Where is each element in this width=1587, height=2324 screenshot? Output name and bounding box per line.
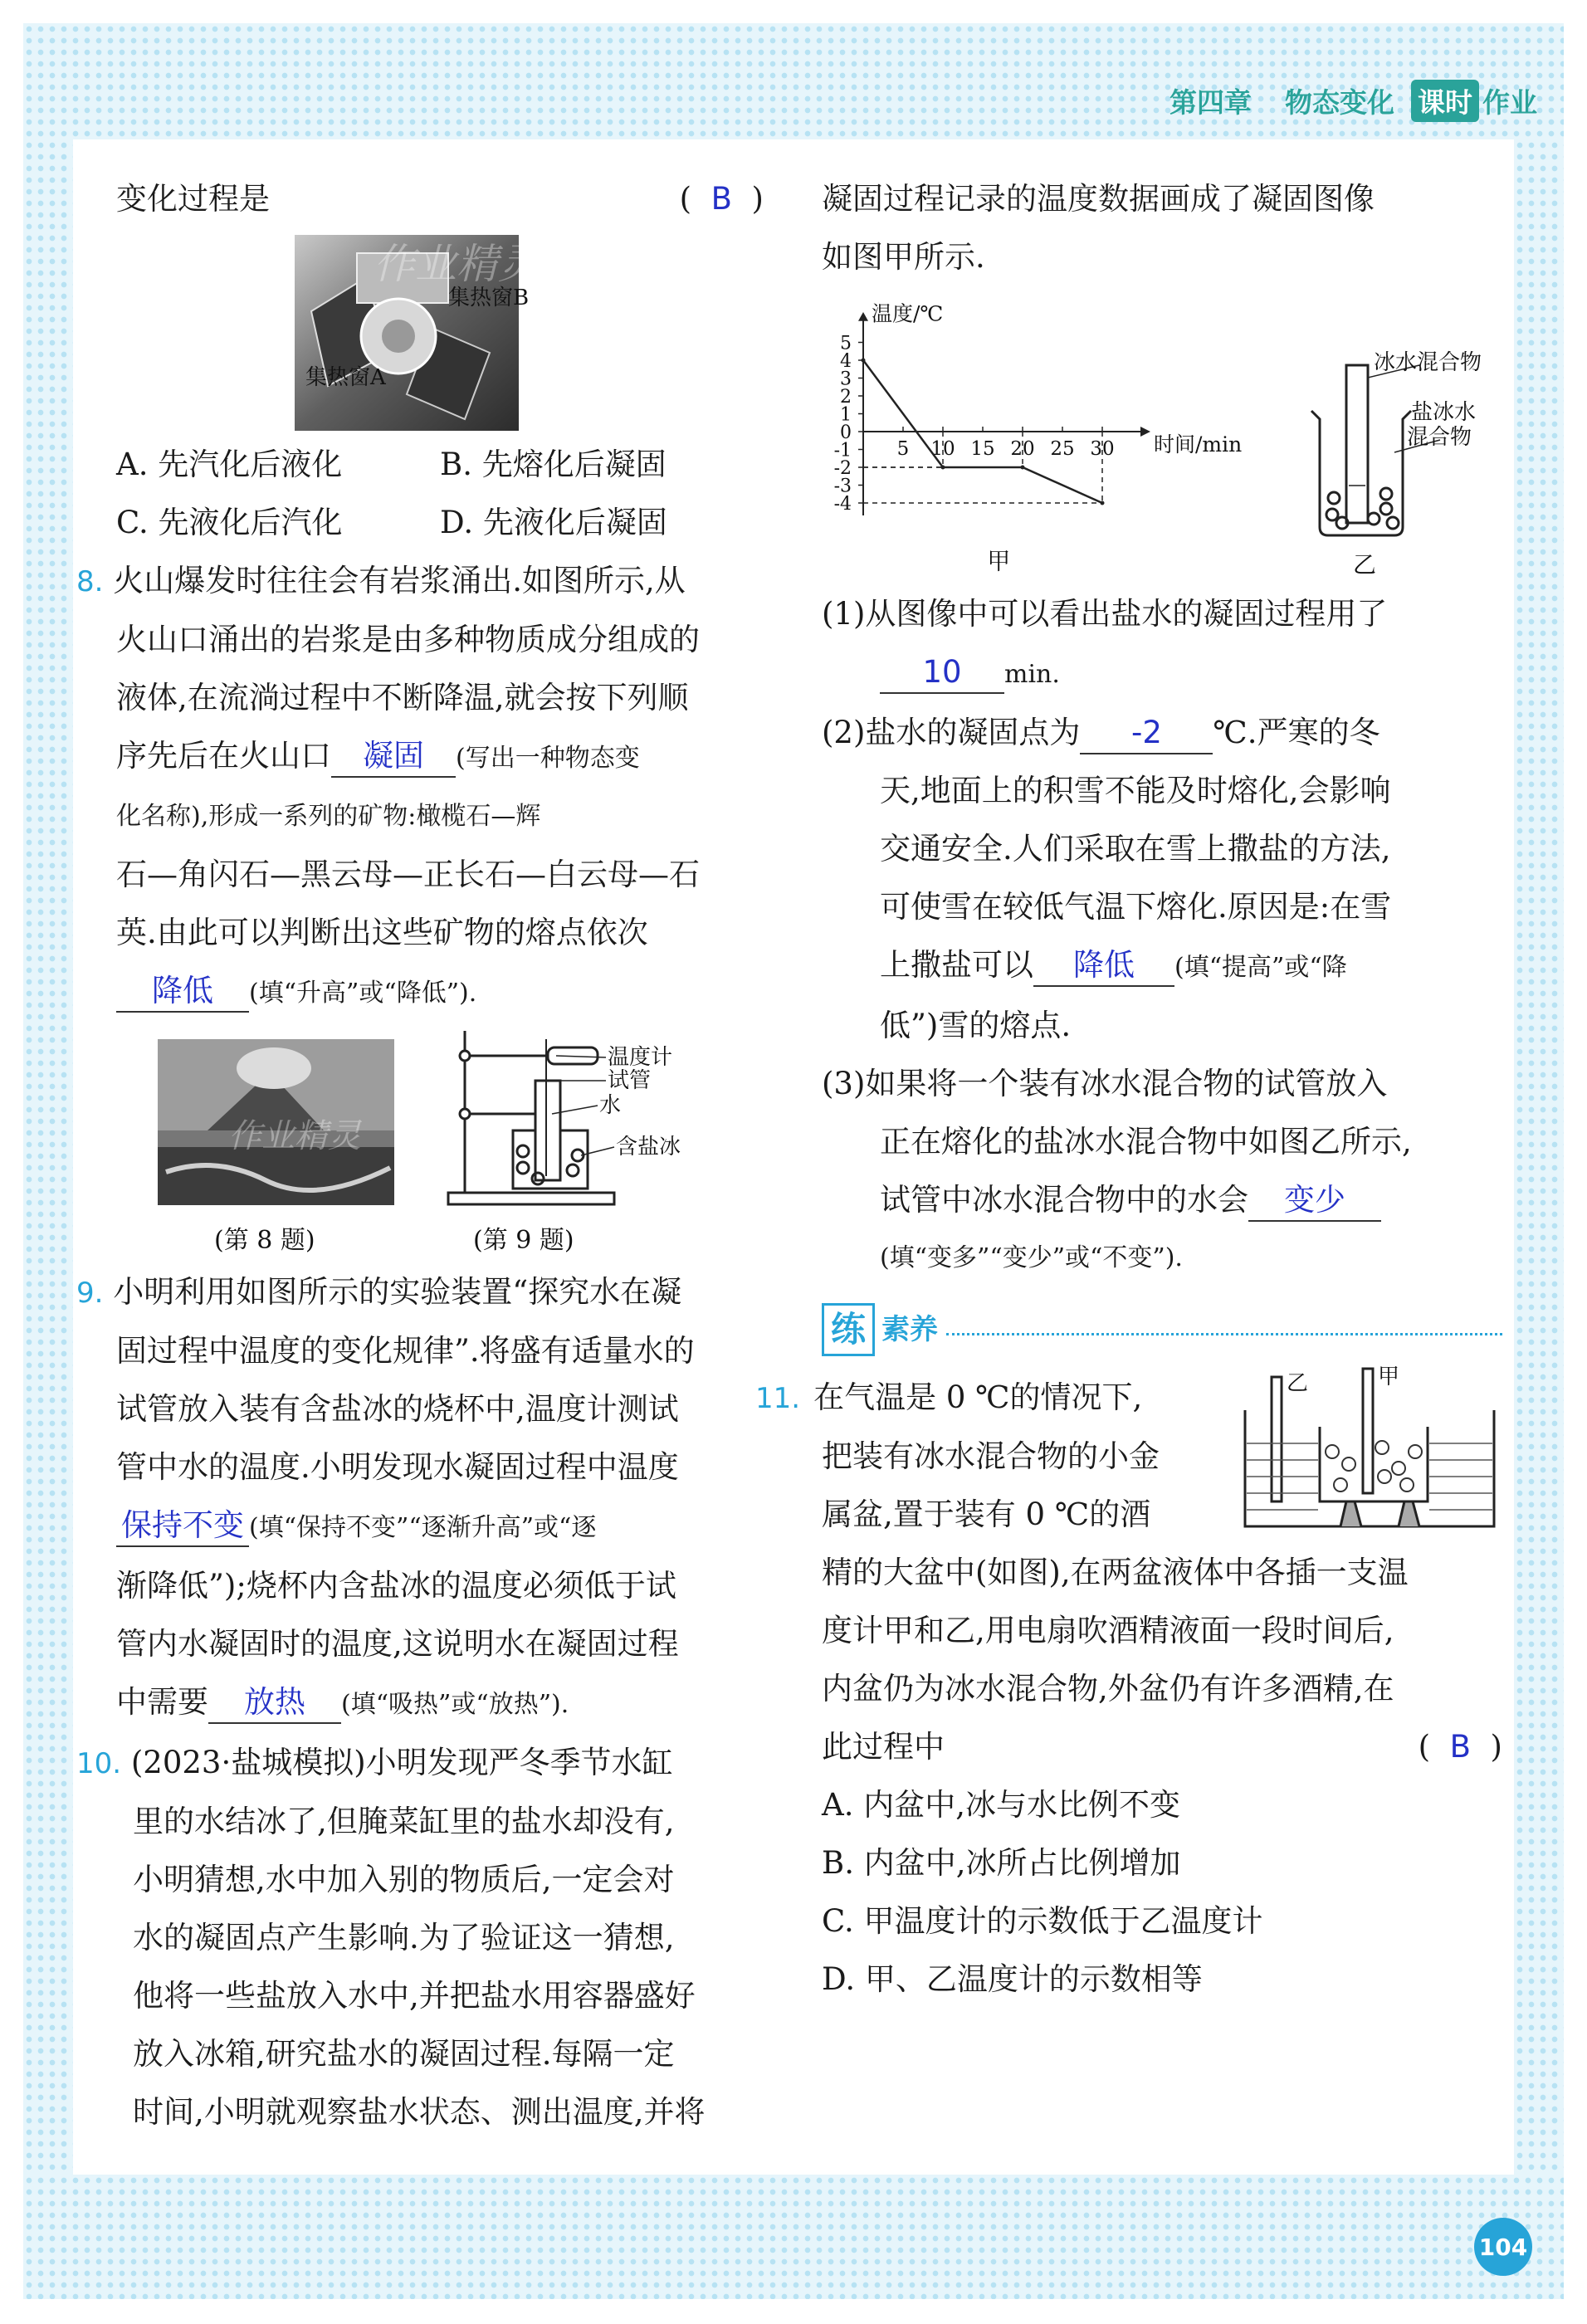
x-tick-label: 30 (1090, 438, 1115, 460)
q11-basin-figure (1237, 1360, 1502, 1551)
q10-right-line-2: 如图甲所示. (822, 239, 985, 275)
y-tick-label: 2 (840, 387, 852, 408)
y-tick-label: 5 (840, 333, 852, 354)
q7-options-row-2 (116, 494, 764, 552)
q10-sub3-blank (1248, 1182, 1381, 1222)
q9-line-8 (116, 1673, 764, 1734)
q8-line-3: 液体,在流淌过程中不断降温,就会按下列顺 (116, 680, 689, 715)
q10-sub3-line-3 (822, 1171, 1502, 1229)
q10-figures (822, 286, 1502, 585)
q7-answer-paren: ( B ) (679, 181, 764, 217)
q10-line-4: 水的凝固点产生影响.为了验证这一猜想, (133, 1920, 675, 1955)
q8-number: 8. (76, 565, 104, 598)
topic-label: 物态变化 (1285, 85, 1394, 119)
q10-sub2-text-5a: 上撒盐可以 (880, 947, 1033, 983)
q11-answer-paren: ( B ) (1418, 1729, 1502, 1765)
fig-8-9-svg (116, 1023, 764, 1263)
q10-right-line-1: 凝固过程记录的温度数据画成了凝固图像 (822, 181, 1375, 217)
beaker-figure (1311, 365, 1411, 535)
y-axis-arrow (858, 312, 868, 321)
caption-q9: (第 9 题) (473, 1226, 574, 1255)
q10-sub2-line-3: 交通安全.人们采取在雪上撒盐的方法, (880, 831, 1391, 867)
q9-line-5 (116, 1496, 764, 1557)
q10-sub3-answer: 变少 (1284, 1182, 1345, 1218)
q11-label-jia: 甲 (1378, 1365, 1400, 1389)
left-column (76, 170, 764, 2141)
label-water: 水 (599, 1093, 622, 1118)
q9-text-5b: (填“保持不变”“逐渐升高”或“逐 (249, 1513, 597, 1542)
q7-option-d: D. 先液化后凝固 (440, 505, 667, 540)
window-b-label: 集热窗B (448, 286, 530, 310)
q11-option-d: D. 甲、乙温度计的示数相等 (822, 1961, 1203, 1997)
cooling-curve-chart (822, 286, 1502, 585)
q10-text-1: (2023·盐城模拟)小明发现严冬季节水缸 (130, 1745, 673, 1780)
q10-line-2: 里的水结冰了,但腌菜缸里的盐水却没有, (133, 1804, 675, 1839)
q8-text-1: 火山爆发时往往会有岩浆涌出.如图所示,从 (113, 563, 686, 598)
footer-dot-band (23, 2175, 1564, 2299)
q11-option-a: A. 内盆中,冰与水比例不变 (822, 1787, 1181, 1823)
y-tick-label: -1 (833, 440, 852, 461)
q10-sub3-line-2: 正在熔化的盐冰水混合物中如图乙所示, (880, 1124, 1412, 1160)
q9-line-4: 管中水的温度.小明发现水凝固过程中温度 (116, 1449, 679, 1485)
q7-options-row-1 (116, 436, 764, 494)
q10-line-6: 放入冰箱,研究盐水的凝固过程.每隔一定 (133, 2036, 675, 2072)
x-axis-arrow (1140, 427, 1150, 437)
q7-option-a: A. 先汽化后液化 (116, 447, 343, 482)
q10-line-1 (76, 1734, 764, 1793)
q10-sub2-line-6: 低”)雪的熔点. (880, 1008, 1072, 1043)
q8-text-4b: (写出一种物态变 (456, 744, 640, 773)
label-salt-ice-water-1: 盐冰水 (1411, 400, 1477, 425)
y-tick-label: 0 (840, 422, 852, 443)
chapter-header (1169, 80, 1537, 121)
q10-sub1-unit: min. (1004, 660, 1060, 689)
q10-sub2-text-b: ℃.严寒的冬 (1213, 715, 1380, 750)
x-tick-label: 15 (970, 438, 995, 460)
q11-line-3: 属盆,置于装有 0 ℃的酒 (822, 1496, 1151, 1532)
y-tick-label: -2 (833, 458, 852, 479)
q8-blank-1 (331, 738, 456, 778)
label-salt-ice-water-2: 混合物 (1407, 425, 1472, 450)
q8-line-7: 英.由此可以判断出这些矿物的熔点依次 (116, 915, 648, 950)
section-header-suyang (822, 1301, 1502, 1359)
q9-line-7: 管内水凝固时的温度,这说明水在凝固过程 (116, 1626, 679, 1662)
series-point (862, 359, 866, 363)
y-tick-label: 3 (840, 369, 852, 390)
section-dotted-arrow (946, 1333, 1502, 1335)
y-tick-label: 4 (840, 351, 852, 372)
q10-sub3-line-1: (3)如果将一个装有冰水混合物的试管放入 (822, 1066, 1388, 1101)
q10-sub2-line-2: 天,地面上的积雪不能及时熔化,会影响 (880, 773, 1391, 808)
x-tick-label: 5 (896, 438, 910, 460)
left-dot-band (23, 139, 73, 2181)
q8-answer-1: 凝固 (363, 738, 424, 774)
q7-option-c: C. 先液化后汽化 (116, 505, 343, 540)
section-title: 素养 (881, 1313, 938, 1346)
q9-blank-1 (116, 1507, 249, 1547)
section-tag-box: 练 (822, 1303, 875, 1356)
q10-sub1-blank (880, 654, 1004, 694)
q10-sub1-answer: 10 (922, 654, 962, 690)
window-a-label: 集热窗A (305, 365, 386, 390)
q10-sub2-line-1 (822, 704, 1502, 762)
q10-sub1-line-2 (822, 643, 1502, 704)
q11-block (755, 1365, 1502, 2009)
q7-figure (116, 228, 764, 436)
label-ice-water-mixture: 冰水混合物 (1374, 350, 1482, 375)
fig-8-9 (116, 1023, 764, 1263)
q8-line-6: 石—角闪石—黑云母—正长石—白云母—石 (116, 857, 700, 892)
chapter-label: 第四章 (1169, 85, 1252, 119)
q10-sub1-line-1: (1)从图像中可以看出盐水的凝固过程用了 (822, 596, 1388, 632)
q11-label-yi: 乙 (1287, 1371, 1309, 1396)
page-number-badge: 104 (1474, 2218, 1532, 2276)
q11-number: 11. (755, 1382, 801, 1415)
q8-line-5: 化名称),形成一系列的矿物:橄榄石—辉 (116, 802, 541, 831)
q10-sub2-line-4: 可使雪在较低气温下熔化.原因是:在雪 (880, 889, 1392, 925)
label-thermometer: 温度计 (608, 1045, 673, 1070)
right-column (755, 170, 1502, 2009)
q10-number: 10. (76, 1747, 122, 1780)
y-tick-label: -4 (833, 494, 852, 515)
q8-answer-2: 降低 (152, 973, 213, 1008)
q9-answer-1: 保持不变 (121, 1507, 244, 1543)
y-tick-label: 1 (840, 404, 852, 426)
q8-line-8 (116, 962, 764, 1023)
q10-sub2-answer-2: 降低 (1073, 947, 1135, 983)
label-salt-ice: 含盐冰 (616, 1135, 681, 1160)
right-dot-band (1514, 139, 1564, 2181)
q11-line-4: 精的大盆中(如图),在两盆液体中各插一支温 (822, 1555, 1409, 1590)
q10-sub2-text-5b: (填“提高”或“降 (1174, 953, 1347, 982)
q9-text-8a: 中需要 (116, 1684, 208, 1720)
q11-line-2: 把装有冰水混合物的小金 (822, 1438, 1160, 1474)
q10-sub2-blank-2 (1033, 947, 1174, 987)
q8-line-4 (116, 727, 764, 788)
q10-sub3-text-3a: 试管中冰水混合物中的水会 (880, 1182, 1248, 1218)
q8-text-4a: 序先后在火山口 (116, 738, 331, 774)
x-tick-label: 25 (1050, 438, 1075, 460)
q10-sub2-line-5 (822, 936, 1502, 997)
x-axis-label: 时间/min (1154, 432, 1243, 456)
q10-line-5: 他将一些盐放入水中,并把盐水用容器盛好 (133, 1978, 696, 2014)
q11-text-7: 此过程中 (822, 1729, 945, 1765)
q9-line-2: 固过程中温度的变化规律”.将盛有适量水的 (116, 1333, 695, 1369)
q11-option-c: C. 甲温度计的示数低于乙温度计 (822, 1903, 1263, 1939)
q9-answer-2: 放热 (244, 1684, 305, 1720)
q9-blank-2 (208, 1684, 341, 1724)
q10-sub3-line-4: (填“变多”“变少”或“不变”). (880, 1243, 1183, 1272)
q10-line-7: 时间,小明就观察盐水状态、测出温度,并将 (133, 2094, 706, 2130)
q9-text-1: 小明利用如图所示的实验装置“探究水在凝 (113, 1274, 682, 1310)
caption-yi: 乙 (1353, 551, 1377, 579)
q11-text-1: 在气温是 0 ℃的情况下, (813, 1379, 1143, 1415)
q7-option-b: B. 先熔化后凝固 (440, 447, 667, 482)
q7-tail-text: 变化过程是 (116, 181, 270, 217)
y-tick-label: -3 (833, 476, 852, 497)
q11-answer: B (1449, 1729, 1472, 1765)
watermark-text-2: 作业精灵 (228, 1117, 361, 1155)
x-tick-label: 10 (930, 438, 955, 460)
q11-line-6: 内盆仍为冰水混合物,外盆仍有许多酒精,在 (822, 1671, 1394, 1706)
q9-line-3: 试管放入装有含盐冰的烧杯中,温度计测试 (116, 1391, 679, 1427)
q9-line-6: 渐降低”);烧杯内含盐冰的温度必须低于试 (116, 1568, 676, 1604)
q11-line-5: 度计甲和乙,用电扇吹酒精液面一段时间后, (822, 1613, 1394, 1648)
q9-text-8b: (填“吸热”或“放热”). (341, 1690, 569, 1719)
q8-blank-2 (116, 973, 249, 1013)
label-tube: 试管 (608, 1068, 652, 1093)
q7-tail-line (116, 170, 764, 228)
y-axis-label: 温度/℃ (872, 301, 944, 326)
x-tick-label: 20 (1010, 438, 1035, 460)
q8-line-1 (76, 552, 764, 611)
q7-answer: B (710, 181, 733, 217)
q11-option-b: B. 内盆中,冰所占比例增加 (822, 1845, 1181, 1881)
q9-number: 9. (76, 1277, 104, 1310)
solar-device-photo (116, 228, 764, 436)
brand-logo-box: 课时 (1411, 80, 1479, 122)
q11-line-7 (822, 1718, 1502, 1776)
q10-line-3: 小明猜想,水中加入别的物质后,一定会对 (133, 1862, 675, 1897)
q10-sub2-answer: -2 (1130, 715, 1162, 750)
caption-q8: (第 8 题) (214, 1226, 315, 1255)
watermark-text: 作业精灵 (374, 240, 540, 288)
q10-sub2-blank (1080, 715, 1213, 754)
q10-sub2-text-a: (2)盐水的凝固点为 (822, 715, 1081, 750)
q8-line-2: 火山口涌出的岩浆是由多种物质成分组成的 (116, 622, 700, 657)
q9-line-1 (76, 1263, 764, 1322)
brand-logo-text: 作业 (1482, 85, 1537, 119)
chart-caption: 甲 (987, 547, 1011, 575)
q8-text-8b: (填“升高”或“降低”). (249, 979, 477, 1008)
